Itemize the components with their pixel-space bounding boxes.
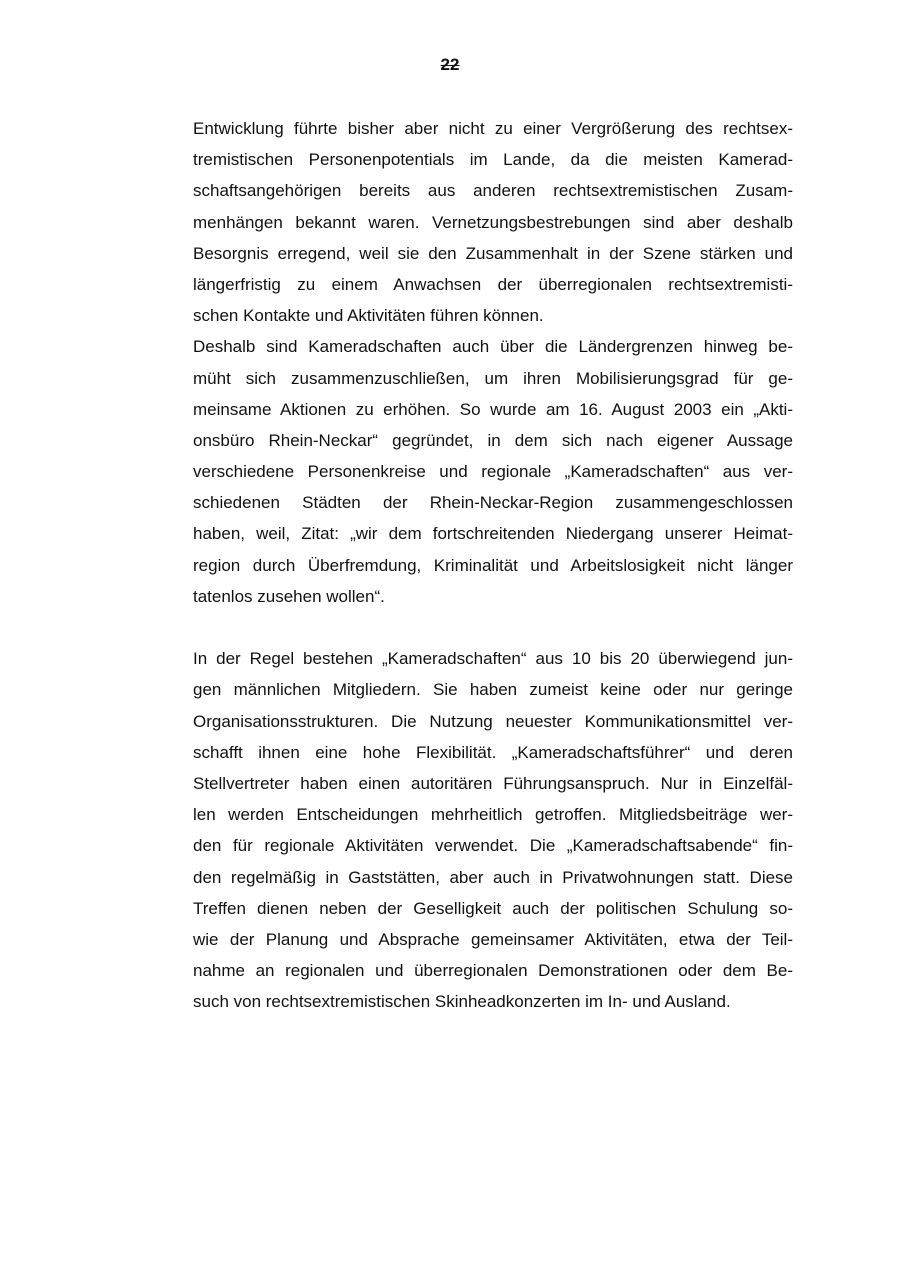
paragraph-3 xyxy=(193,643,793,1017)
text-line: len werden Entscheidungen mehrheitlich getroffen. Mitgliedsbeiträge wer- xyxy=(193,805,793,825)
paragraph-1 xyxy=(193,113,793,331)
text-line: Deshalb sind Kameradschaften auch über die Ländergrenzen hinweg be- xyxy=(193,337,793,357)
paragraph-2 xyxy=(193,331,793,612)
text-line: meinsame Aktionen zu erhöhen. So wurde am 16. August 2003 ein „Akti- xyxy=(193,399,793,419)
text-line: gen männlichen Mitgliedern. Sie haben zumeist keine oder nur geringe xyxy=(193,680,793,700)
text-line: wie der Planung und Absprache gemeinsamer Aktivitäten, etwa der Teil- xyxy=(193,929,793,949)
text-line: Treffen dienen neben der Geselligkeit auch der politischen Schulung so- xyxy=(193,898,793,918)
text-line: onsbüro Rhein-Neckar“ gegründet, in dem sich nach eigener Aussage xyxy=(193,430,793,450)
text-line: such von rechtsextremistischen Skinheadkonzerten im In- und Ausland. xyxy=(193,992,731,1012)
text-line: region durch Überfremdung, Kriminalität und Arbeitslosigkeit nicht länger xyxy=(193,555,793,575)
text-line: Stellvertreter haben einen autoritären Führungsanspruch. Nur in Einzelfäl- xyxy=(193,773,793,793)
text-line: Besorgnis erregend, weil sie den Zusammenhalt in der Szene stärken und xyxy=(193,243,793,263)
text-line: Entwicklung führte bisher aber nicht zu einer Vergrößerung des rechtsex- xyxy=(193,119,793,138)
paragraph-spacer xyxy=(193,612,793,643)
page-number: 22 xyxy=(440,55,460,74)
text-line: Organisationsstrukturen. Die Nutzung neuester Kommunikationsmittel ver- xyxy=(193,711,793,731)
text-line: müht sich zusammenzuschließen, um ihren Mobilisierungsgrad für ge- xyxy=(193,368,793,388)
text-line: tatenlos zusehen wollen“. xyxy=(193,586,385,606)
text-line: schafft ihnen eine hohe Flexibilität. „Kameradschaftsführer“ und deren xyxy=(193,742,793,762)
text-line: menhängen bekannt waren. Vernetzungsbestrebungen sind aber deshalb xyxy=(193,212,793,232)
text-line: längerfristig zu einem Anwachsen der überregionalen rechtsextremisti- xyxy=(193,274,793,294)
text-line: den für regionale Aktivitäten verwendet. Die „Kameradschaftsabende“ fin- xyxy=(193,836,793,856)
text-line: schen Kontakte und Aktivitäten führen können. xyxy=(193,306,544,326)
text-line: tremistischen Personenpotentials im Lande, da die meisten Kamerad- xyxy=(193,150,793,170)
text-line: verschiedene Personenkreise und regionale „Kameradschaften“ aus ver- xyxy=(193,462,793,482)
text-line: haben, weil, Zitat: „wir dem fortschreitenden Niedergang unserer Heimat- xyxy=(193,524,793,544)
text-line: schiedenen Städten der Rhein-Neckar-Region zusammengeschlossen xyxy=(193,493,793,513)
text-line: In der Regel bestehen „Kameradschaften“ aus 10 bis 20 überwiegend jun- xyxy=(193,649,793,669)
text-line: nahme an regionalen und überregionalen Demonstrationen oder dem Be- xyxy=(193,961,793,981)
text-line: den regelmäßig in Gaststätten, aber auch in Privatwohnungen statt. Diese xyxy=(193,867,793,887)
body-text xyxy=(193,113,793,1017)
text-line: schaftsangehörigen bereits aus anderen rechtsextremistischen Zusam- xyxy=(193,181,793,201)
